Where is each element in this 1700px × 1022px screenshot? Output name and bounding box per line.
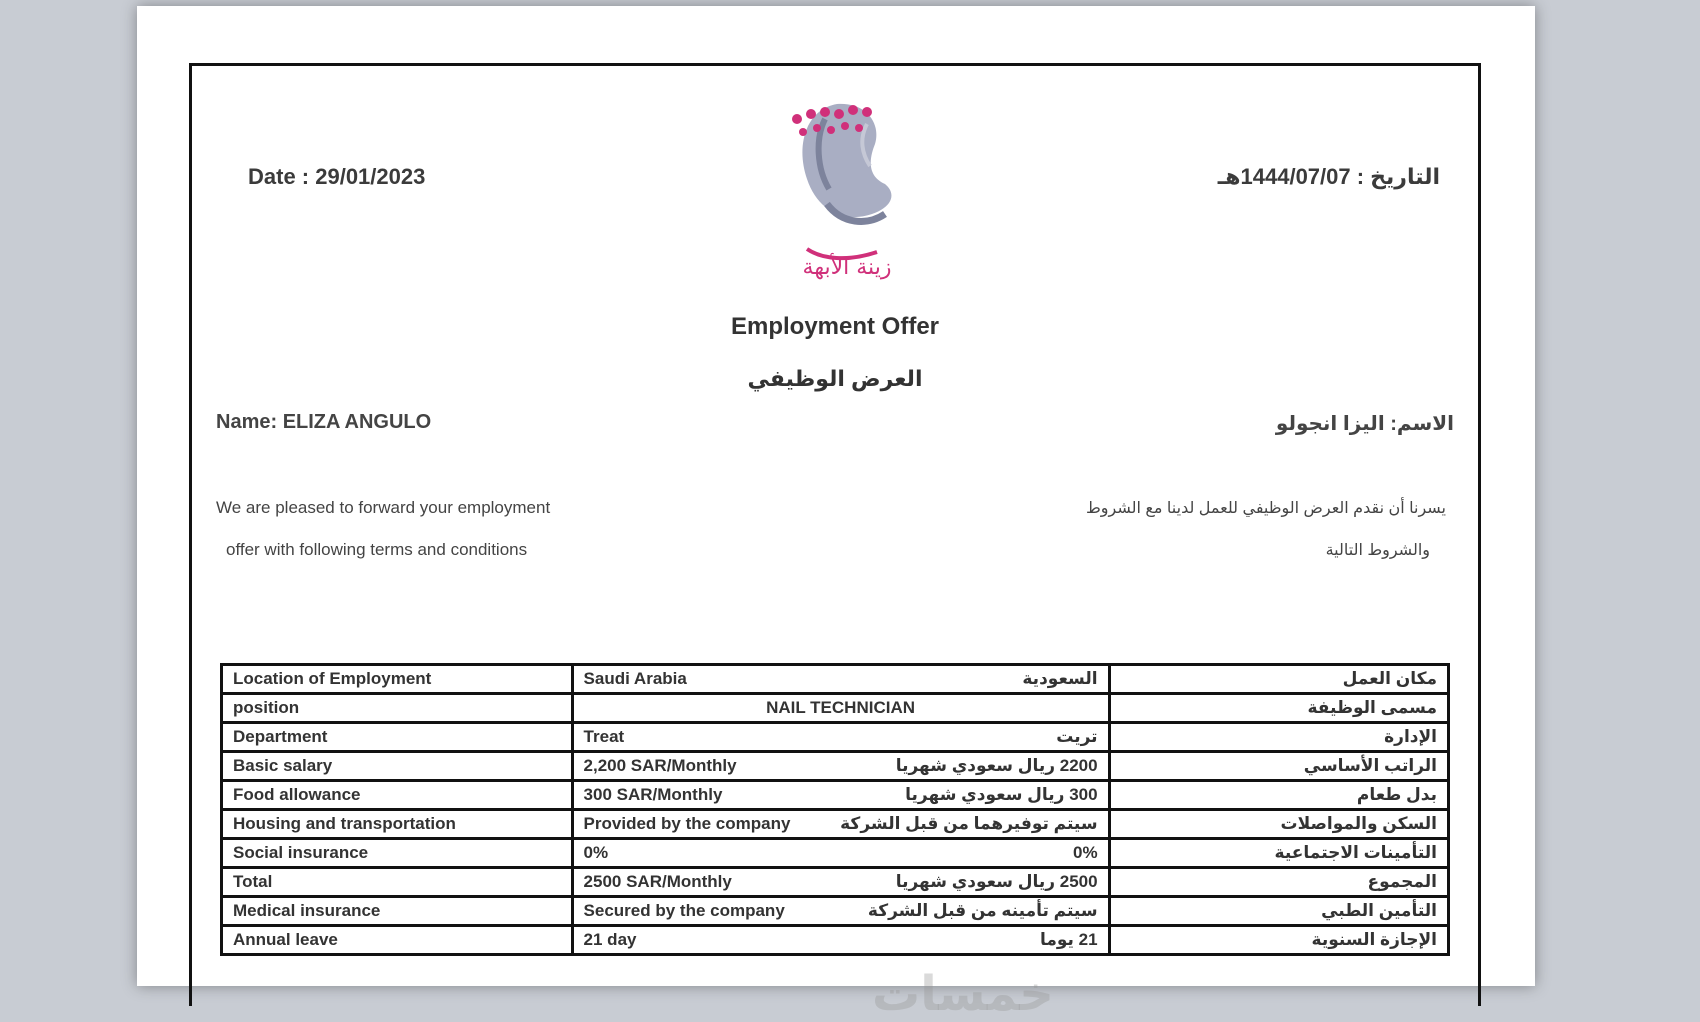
term-label: Housing and transportation <box>222 810 573 839</box>
term-value <box>572 926 1109 955</box>
term-label: Department <box>222 723 573 752</box>
term-label-arabic: السكن والمواصلات <box>1109 810 1448 839</box>
document-border <box>189 63 1481 1021</box>
term-value-en: 2,200 SAR/Monthly <box>583 756 737 775</box>
term-label-arabic: بدل طعام <box>1109 781 1448 810</box>
term-value <box>572 665 1109 694</box>
term-value-ar: سيتم توفيرهما من قبل الشركة <box>840 814 1098 833</box>
term-value <box>572 694 1109 723</box>
term-value-en: 0% <box>583 843 609 862</box>
term-value-en: 2500 SAR/Monthly <box>583 872 732 891</box>
term-value-center: NAIL TECHNICIAN <box>766 698 916 717</box>
table-row <box>222 810 1449 839</box>
date-hijri: التاريخ : 1444/07/07هـ <box>1217 164 1440 189</box>
term-label-arabic: مسمى الوظيفة <box>1109 694 1448 723</box>
term-value-en: Provided by the company <box>583 814 791 833</box>
term-label: Medical insurance <box>222 897 573 926</box>
term-value-ar: تريت <box>1056 727 1098 746</box>
employee-name: Name: ELIZA ANGULO <box>216 411 432 433</box>
table-row <box>222 868 1449 897</box>
employee-name-arabic: الاسم: اليزا انجولو <box>1275 413 1454 435</box>
table-row <box>222 665 1449 694</box>
table-row <box>222 723 1449 752</box>
intro-text-arabic-line-1: يسرنا أن نقدم العرض الوظيفي للعمل لدينا مع الشروط <box>1086 500 1446 517</box>
term-label-arabic: المجموع <box>1109 868 1448 897</box>
term-value-en: 300 SAR/Monthly <box>583 785 723 804</box>
company-logo <box>767 84 927 289</box>
term-label: position <box>222 694 573 723</box>
terms-table <box>220 663 1450 956</box>
term-value-ar: السعودية <box>1022 669 1098 688</box>
table-row <box>222 781 1449 810</box>
term-label-arabic: الإدارة <box>1109 723 1448 752</box>
watermark: خمسات <box>872 968 1054 1021</box>
term-value-en: Secured by the company <box>583 901 785 920</box>
table-row <box>222 694 1449 723</box>
intro-text-line-2: offer with following terms and conditions <box>226 540 528 559</box>
term-value-ar: 300 ريال سعودي شهريا <box>905 785 1098 804</box>
term-label: Location of Employment <box>222 665 573 694</box>
term-value <box>572 723 1109 752</box>
term-label-arabic: الراتب الأساسي <box>1109 752 1448 781</box>
document-title: Employment Offer <box>730 313 940 340</box>
term-value <box>572 868 1109 897</box>
table-row <box>222 926 1449 955</box>
term-label-arabic: التأمين الطبي <box>1109 897 1448 926</box>
intro-text-line-1: We are pleased to forward your employment <box>216 498 551 517</box>
table-row <box>222 839 1449 868</box>
term-value <box>572 810 1109 839</box>
term-value-ar: 21 يوما <box>1039 930 1098 949</box>
term-value-ar: سيتم تأمينه من قبل الشركة <box>867 901 1098 920</box>
term-value <box>572 781 1109 810</box>
term-label: Social insurance <box>222 839 573 868</box>
term-label: Basic salary <box>222 752 573 781</box>
term-value <box>572 897 1109 926</box>
intro-text-arabic-line-2: والشروط التالية <box>1325 542 1430 559</box>
term-value <box>572 839 1109 868</box>
table-row <box>222 897 1449 926</box>
term-label-arabic: الإجازة السنوية <box>1109 926 1448 955</box>
term-value-ar: 2500 ريال سعودي شهريا <box>895 872 1098 891</box>
term-label: Total <box>222 868 573 897</box>
svg-text:زينة الأبهة: زينة الأبهة <box>802 255 892 280</box>
term-value-ar: 2200 ريال سعودي شهريا <box>895 756 1098 775</box>
term-value-en: Treat <box>583 727 625 746</box>
term-value-en: 21 day <box>583 930 637 949</box>
term-label: Food allowance <box>222 781 573 810</box>
date-gregorian: Date : 29/01/2023 <box>248 164 426 189</box>
document-title-arabic: العرض الوظيفي <box>747 366 923 391</box>
term-label-arabic: مكان العمل <box>1109 665 1448 694</box>
term-value-en: Saudi Arabia <box>583 669 687 688</box>
document-page <box>137 6 1535 1021</box>
term-value-ar: 0% <box>1072 843 1098 862</box>
table-row <box>222 752 1449 781</box>
term-label-arabic: التأمينات الاجتماعية <box>1109 839 1448 868</box>
term-label: Annual leave <box>222 926 573 955</box>
term-value <box>572 752 1109 781</box>
